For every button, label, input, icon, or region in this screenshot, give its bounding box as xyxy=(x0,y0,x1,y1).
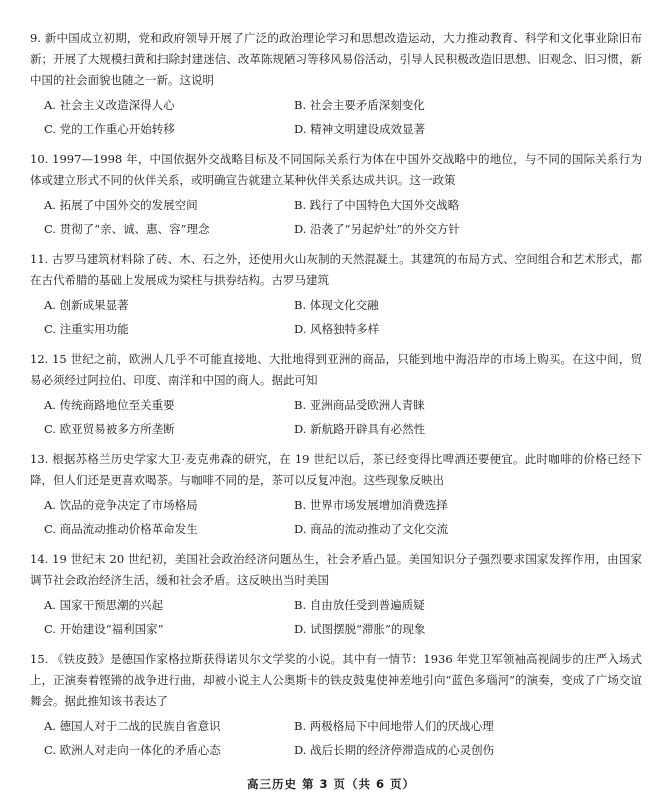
option-c: C. 商品流动推动价格革命发生 xyxy=(44,522,198,536)
option-list xyxy=(44,593,642,641)
option-c: C. 贯彻了“亲、诚、惠、容”理念 xyxy=(44,222,210,236)
option-c: C. 欧洲人对走向一体化的矛盾心态 xyxy=(44,743,221,757)
option-c: C. 党的工作重心开始转移 xyxy=(44,122,175,136)
option-a: A. 社会主义改造深得人心 xyxy=(44,98,175,112)
option-d: D. 精神文明建设成效显著 xyxy=(294,122,426,136)
question-11 xyxy=(30,249,642,341)
option-b: B. 体现文化交融 xyxy=(294,298,379,312)
option-c: C. 开始建设“福利国家” xyxy=(44,622,164,636)
option-d: D. 试图摆脱“滞胀”的现象 xyxy=(294,622,426,636)
question-14 xyxy=(30,549,642,641)
question-13 xyxy=(30,449,642,541)
option-list xyxy=(44,493,642,541)
option-b: B. 自由放任受到普遍质疑 xyxy=(294,598,425,612)
option-a: A. 拓展了中国外交的发展空间 xyxy=(44,198,198,212)
option-d: D. 风格独特多样 xyxy=(294,322,380,336)
option-c: C. 欧亚贸易被多方所垄断 xyxy=(44,422,175,436)
option-d: D. 沿袭了“另起炉灶”的外交方针 xyxy=(294,222,460,236)
exam-page xyxy=(30,28,642,770)
question-stem: 15. 《铁皮鼓》是德国作家格拉斯获得诺贝尔文学奖的小说。其中有一情节：1936 年党卫军领袖高视阔步的庄严入场式上，正演奏着铿锵的战争进行曲，却被小说主人公奥斯卡的铁皮鼓鬼使神差地引向“蓝色多瑙河”的演奏，变成了广场交谊舞会。据此推知该书表达了 xyxy=(30,652,642,708)
question-9 xyxy=(30,28,642,141)
option-list xyxy=(44,293,642,341)
question-stem: 13. 根据苏格兰历史学家大卫·麦克弗森的研究，在 19 世纪以后，茶已经变得比啤酒还要便宜。此时咖啡的价格已经下降，但人们还是更喜欢喝茶。与咖啡不同的是，茶可以反复冲泡。这些现象反映出 xyxy=(30,452,642,487)
option-a: A. 创新成果显著 xyxy=(44,298,129,312)
option-list xyxy=(44,714,642,762)
option-a: A. 传统商路地位至关重要 xyxy=(44,398,175,412)
option-b: B. 亚洲商品受欧洲人青睐 xyxy=(294,398,425,412)
question-15 xyxy=(30,649,642,762)
option-b: B. 两极格局下中间地带人们的厌战心理 xyxy=(294,719,494,733)
question-stem: 9. 新中国成立初期，党和政府领导开展了广泛的政治理论学习和思想改造运动，大力推动教育、科学和文化事业除旧布新；开展了大规模扫黄和扫除封建迷信、改革陈规陋习等移风易俗活动，引导人民积极改造旧思想、旧观念、旧习惯，新中国的社会面貌也随之一新。这说明 xyxy=(30,31,642,87)
option-b: B. 践行了中国特色大国外交战略 xyxy=(294,198,460,212)
question-stem: 14. 19 世纪末 20 世纪初，美国社会政治经济问题丛生，社会矛盾凸显。美国知识分子强烈要求国家发挥作用，由国家调节社会政治经济生活，缓和社会矛盾。这反映出当时美国 xyxy=(30,552,642,587)
option-list xyxy=(44,393,642,441)
question-stem: 11. 古罗马建筑材料除了砖、木、石之外，还使用火山灰制的天然混凝土。其建筑的布局方式、空间组合和艺术形式，都在古代希腊的基础上发展成为梁柱与拱券结构。古罗马建筑 xyxy=(30,252,642,287)
option-list xyxy=(44,93,642,141)
question-stem: 12. 15 世纪之前，欧洲人几乎不可能直接地、大批地得到亚洲的商品，只能到地中海沿岸的市场上购买。在这中间，贸易必须经过阿拉伯、印度、南洋和中国的商人。据此可知 xyxy=(30,352,642,387)
option-a: A. 饮品的竞争决定了市场格局 xyxy=(44,498,198,512)
option-b: B. 社会主要矛盾深刻变化 xyxy=(294,98,425,112)
question-stem: 10. 1997—1998 年，中国依据外交战略目标及不同国际关系行为体在中国外交战略中的地位，与不同的国际关系行为体或建立形式不同的伙伴关系，或明确宣告就建立某种伙伴关系达成共识。这一政策 xyxy=(30,152,642,187)
option-d: D. 战后长期的经济停滞造成的心灵创伤 xyxy=(294,743,495,757)
option-d: D. 新航路开辟具有必然性 xyxy=(294,422,426,436)
option-c: C. 注重实用功能 xyxy=(44,322,129,336)
page-footer: 高三历史 第 3 页（共 6 页） xyxy=(246,777,416,791)
option-d: D. 商品的流动推动了文化交流 xyxy=(294,522,449,536)
question-10 xyxy=(30,149,642,241)
option-a: A. 德国人对于二战的民族自省意识 xyxy=(44,719,221,733)
option-list xyxy=(44,193,642,241)
question-12 xyxy=(30,349,642,441)
option-b: B. 世界市场发展增加消费选择 xyxy=(294,498,448,512)
option-a: A. 国家干预思潮的兴起 xyxy=(44,598,164,612)
